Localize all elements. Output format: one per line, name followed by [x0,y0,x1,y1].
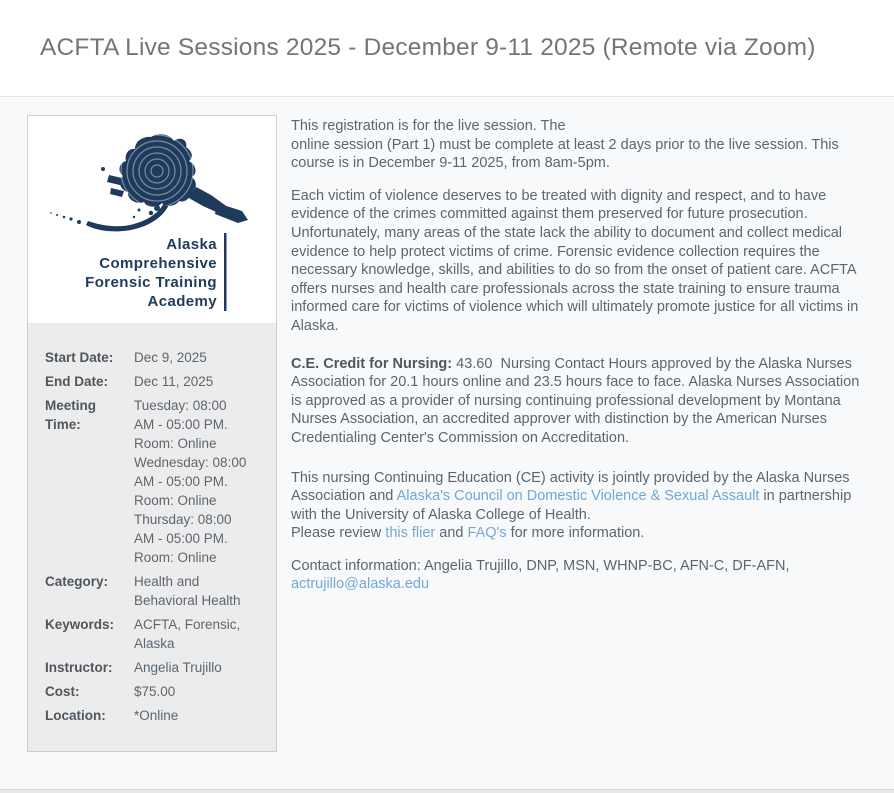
providers-text-1: This nursing Continuing Education (CE) activity is jointly provided by the Alaska Nurses Association and [291,469,853,505]
category-label: Category: [45,574,109,589]
end-date-label: End Date: [45,374,109,389]
contact-paragraph [291,557,860,594]
logo-line-3: Forensic Training [85,273,217,291]
detail-row-category [45,572,261,610]
page-header [0,0,894,97]
course-description [291,115,864,608]
detail-row-keywords [45,615,261,653]
detail-row-end-date [45,372,261,391]
meeting-time-line: Room: Online [134,550,217,565]
providers-paragraph [291,469,860,543]
cost-value: $75.00 [134,684,176,699]
logo-wordmark [85,236,217,310]
more-info-text: for more information. [506,525,645,542]
logo-section [28,116,276,323]
and-text: and [435,525,468,542]
ce-credit-label: C.E. Credit for Nursing: [291,355,453,372]
page-title: ACFTA Live Sessions 2025 - December 9-11 2025 (Remote via Zoom) [40,34,816,61]
keywords-label: Keywords: [45,617,115,632]
meeting-time-line: AM - 05:00 PM. [134,474,228,489]
keywords-value: ACFTA, Forensic, Alaska [134,617,241,651]
logo-line-4: Academy [147,292,217,310]
category-value: Health and Behavioral Health [134,574,241,608]
meeting-time-line: AM - 05:00 PM. [134,531,228,546]
content-area [0,97,894,752]
location-value: *Online [134,708,179,723]
detail-row-cost [45,682,261,701]
acfta-logo [39,125,265,315]
providers-text-2: in partnership with the University of Alaska College of Health. [291,488,856,523]
ce-credit-text: 43.60 Nursing Contact Hours approved by the Alaska Nurses Association for 20.1 hours online and 23.5 hours face to face. Alaska Nurses Association is approved as a provider of nursing continuing professional development by Montana Nurses Association, an accredited approver with distinction by the American Nurses Credentialing Center's Commission on Accreditation. [291,355,864,446]
registration-line-2: online session (Part 1) must be complete at least 2 days prior to the live session. This course is in December 9-11 2025, from 8am-5pm. [291,136,843,172]
meeting-time-label: Meeting Time: [45,398,97,432]
mission-paragraph: Each victim of violence deserves to be treated with dignity and respect, and to have evidence of the crimes committed against them preserved for future prosecution. Unfortunately, many areas of the state lack the ability to document and collect medical evidence to help protect victims of crime. Forensic evidence collection requires the necessary knowledge, skills, and abilities to do so from the onset of patient care. ACFTA offers nurses and health care professionals across the state training to ensure trauma informed care for victims of violence which will ultimately promote justice for all victims in Alaska. [291,187,862,334]
meeting-time-line: Room: Online [134,436,217,451]
registration-paragraph [291,117,860,173]
contact-email-link[interactable]: actrujillo@alaska.edu [291,576,430,593]
instructor-label: Instructor: [45,660,113,675]
footer-divider [0,789,894,793]
detail-row-location [45,706,261,725]
meeting-time-line: Tuesday: 08:00 [134,398,227,413]
end-date-value: Dec 11, 2025 [134,374,214,389]
meeting-time-line: AM - 05:00 PM. [134,417,228,432]
detail-row-meeting-time [45,396,261,567]
acdvsa-link[interactable]: Alaska's Council on Domestic Violence & Sexual Assault [396,488,760,505]
registration-line-1: This registration is for the live session. The [291,118,566,134]
logo-line-2: Comprehensive [99,254,217,272]
faqs-link[interactable]: FAQ's [467,525,507,542]
flier-link[interactable]: this flier [385,525,436,542]
meeting-time-line: Wednesday: 08:00 [134,455,247,470]
detail-row-instructor [45,658,261,677]
please-review-text: Please review [291,525,386,542]
meeting-time-value [134,396,258,567]
course-info-card [27,115,277,752]
meeting-time-line: Thursday: 08:00 [134,512,232,527]
start-date-label: Start Date: [45,350,114,365]
contact-text: Contact information: Angelia Trujillo, DNP, MSN, WHNP-BC, AFN-C, DF-AFN, [291,557,790,574]
cost-label: Cost: [45,684,80,699]
start-date-value: Dec 9, 2025 [134,350,207,365]
detail-row-start-date [45,348,261,367]
location-label: Location: [45,708,106,723]
ce-credit-paragraph [291,355,864,448]
logo-line-1: Alaska [166,235,217,253]
meeting-time-line: Room: Online [134,493,217,508]
course-details-list [28,323,276,751]
logo-divider-bar [224,233,227,311]
instructor-value: Angelia Trujillo [134,660,222,675]
